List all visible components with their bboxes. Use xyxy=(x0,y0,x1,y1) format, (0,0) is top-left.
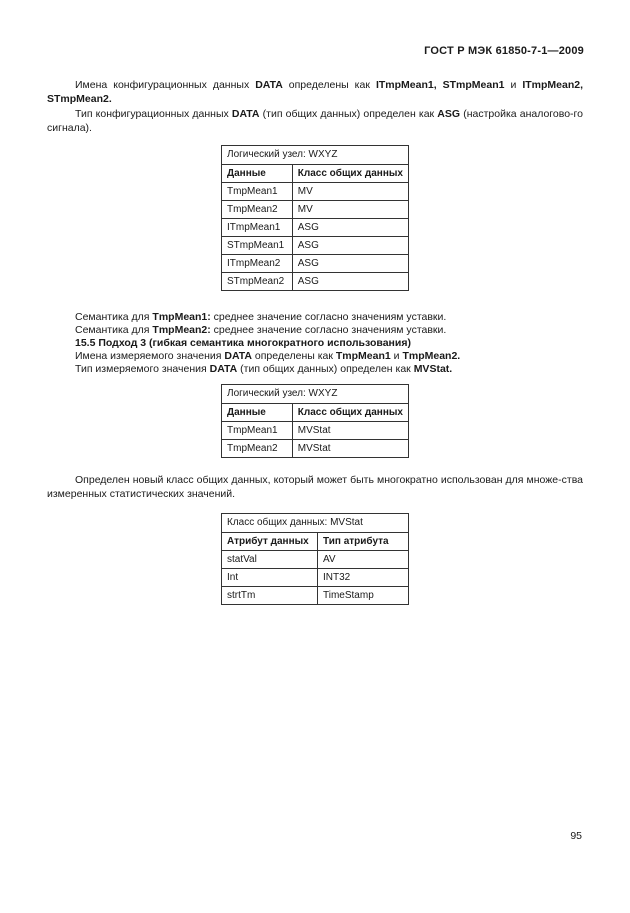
table-row: TmpMean2 MVStat xyxy=(222,440,409,458)
paragraph-new-cdc: Определен новый класс общих данных, который может быть многократно использован для множе-ства измеренных статистических значений. xyxy=(47,474,583,500)
table-row: strtTm TimeStamp xyxy=(222,587,409,605)
table-row: TmpMean2 MV xyxy=(222,201,409,219)
table-header-cell: Атрибут данных xyxy=(222,533,318,551)
table-caption: Логический узел: WXYZ xyxy=(222,146,409,165)
table-row: Int INT32 xyxy=(222,569,409,587)
paragraph-config-type: Тип конфигурационных данных DATA (тип общих данных) определен как ASG (настройка аналогово-го сигнала). xyxy=(47,108,583,134)
table-row: TmpMean1 MV xyxy=(222,183,409,201)
page-number: 95 xyxy=(570,830,582,842)
table-logical-node-measured xyxy=(221,384,409,458)
table-header-cell: Класс общих данных xyxy=(292,404,408,422)
table-row: ITmpMean2 ASG xyxy=(222,255,409,273)
table-row: ITmpMean1 ASG xyxy=(222,219,409,237)
table-row: STmpMean1 ASG xyxy=(222,237,409,255)
paragraph-config-names: Имена конфигурационных данных DATA определены как ITmpMean1, STmpMean1 и ITmpMean2, STmpMean2. xyxy=(47,79,583,105)
table-row: TmpMean1 MVStat xyxy=(222,422,409,440)
table-header-cell: Тип атрибута xyxy=(318,533,409,551)
semantics-tmpmean1: Семантика для TmpMean1: среднее значение согласно значениям уставки. xyxy=(75,311,447,323)
paragraph-measured-names: Имена измеряемого значения DATA определены как TmpMean1 и TmpMean2. xyxy=(75,350,461,362)
table-row: statVal AV xyxy=(222,551,409,569)
table-cdc-mvstat xyxy=(221,513,409,605)
paragraph-measured-type: Тип измеряемого значения DATA (тип общих данных) определен как MVStat. xyxy=(75,363,453,375)
table-header-cell: Класс общих данных xyxy=(292,165,408,183)
section-title: 15.5 Подход 3 (гибкая семантика многократного использования) xyxy=(75,337,411,349)
table-header-cell: Данные xyxy=(222,165,293,183)
document-header: ГОСТ Р МЭК 61850-7-1—2009 xyxy=(424,45,584,57)
table-caption: Логический узел: WXYZ xyxy=(222,385,409,404)
table-caption: Класс общих данных: MVStat xyxy=(222,514,409,533)
table-header-cell: Данные xyxy=(222,404,293,422)
table-row: STmpMean2 ASG xyxy=(222,273,409,291)
table-logical-node-config xyxy=(221,145,409,291)
semantics-tmpmean2: Семантика для TmpMean2: среднее значение согласно значениям уставки. xyxy=(75,324,447,336)
